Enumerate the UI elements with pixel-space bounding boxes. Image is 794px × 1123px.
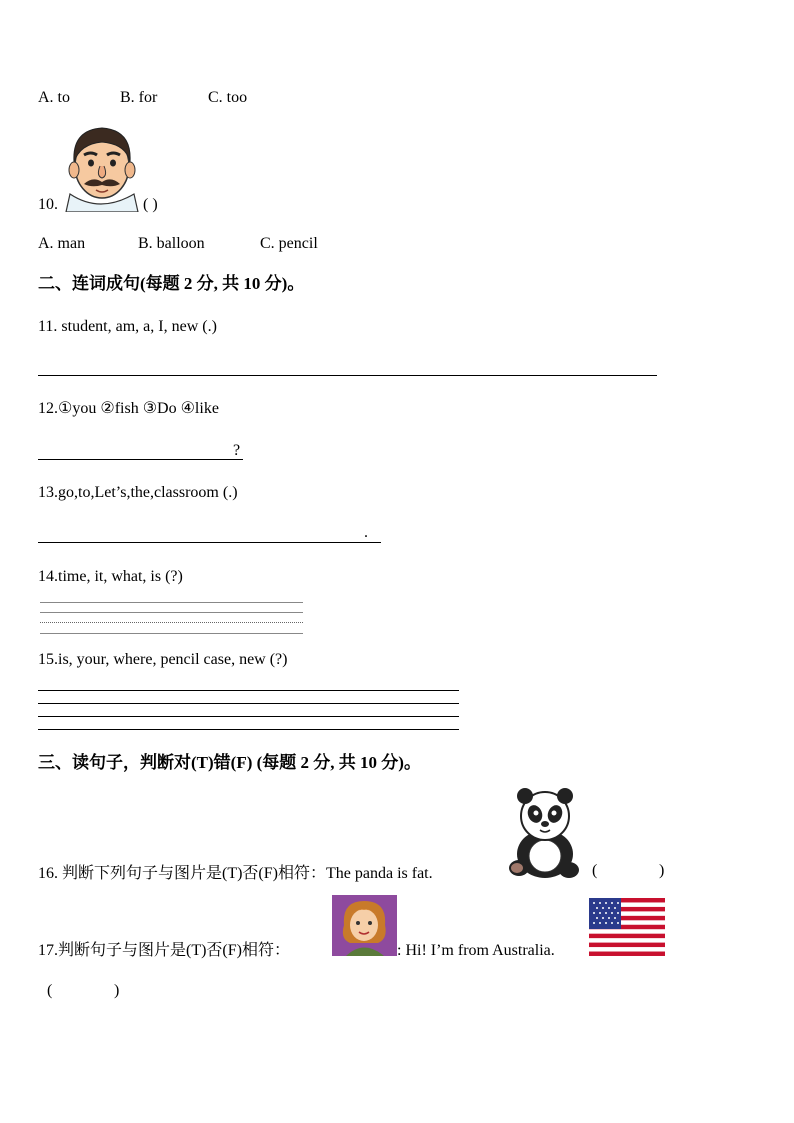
writing-line xyxy=(38,716,459,717)
q15-text: 15.is, your, where, pencil case, new (?) xyxy=(38,651,288,668)
writing-line xyxy=(38,703,459,704)
q12-answer-line[interactable] xyxy=(38,459,243,460)
q17-prefix: 17.判断句子与图片是(T)否(F)相符： xyxy=(38,942,290,959)
q10-number: 10. xyxy=(38,196,58,213)
writing-line xyxy=(38,690,459,691)
writing-line xyxy=(40,622,303,623)
q17-right-paren: ) xyxy=(114,982,120,999)
q13-answer-line[interactable] xyxy=(38,542,381,543)
q16-text: 16. 判断下列句子与图片是(T)否(F)相符：The panda is fat. xyxy=(38,865,433,882)
q10-option-c: C. pencil xyxy=(260,235,318,252)
writing-line xyxy=(40,602,303,603)
q13-period: . xyxy=(364,524,368,541)
writing-line xyxy=(40,633,303,634)
panda-icon xyxy=(505,784,585,880)
q16-answer-slot[interactable] xyxy=(598,862,656,882)
girl-portrait-icon xyxy=(332,895,397,956)
q11-answer-line[interactable] xyxy=(38,375,657,376)
q9-option-c: C. too xyxy=(208,89,248,106)
usa-flag-icon xyxy=(589,898,665,956)
q9-option-a: A. to xyxy=(38,89,70,106)
q9-option-b: B. for xyxy=(120,89,158,106)
section2-heading: 二、连词成句(每题 2 分, 共 10 分)。 xyxy=(38,274,305,293)
q17-answer-slot[interactable] xyxy=(54,982,112,1002)
q14-text: 14.time, it, what, is (?) xyxy=(38,568,183,585)
q11-text: 11. student, am, a, I, new (.) xyxy=(38,318,217,335)
q17-left-paren: ( xyxy=(47,982,53,999)
q10-option-a: A. man xyxy=(38,235,86,252)
section3-heading: 三、读句子，判断对(T)错(F) (每题 2 分, 共 10 分)。 xyxy=(38,753,421,772)
q13-text: 13.go,to,Let’s,the,classroom (.) xyxy=(38,484,238,501)
q10-option-b: B. balloon xyxy=(138,235,205,252)
q16-left-paren: ( xyxy=(592,862,598,879)
q17-sentence: : Hi! I’m from Australia. xyxy=(397,942,555,959)
q12-text: 12.①you ②fish ③Do ④like xyxy=(38,400,219,417)
man-face-icon xyxy=(60,122,142,212)
q12-question-mark: ? xyxy=(233,442,241,459)
writing-line xyxy=(38,729,459,730)
q10-answer-paren: ( ) xyxy=(143,196,158,213)
writing-line xyxy=(40,612,303,613)
q16-right-paren: ) xyxy=(659,862,665,879)
